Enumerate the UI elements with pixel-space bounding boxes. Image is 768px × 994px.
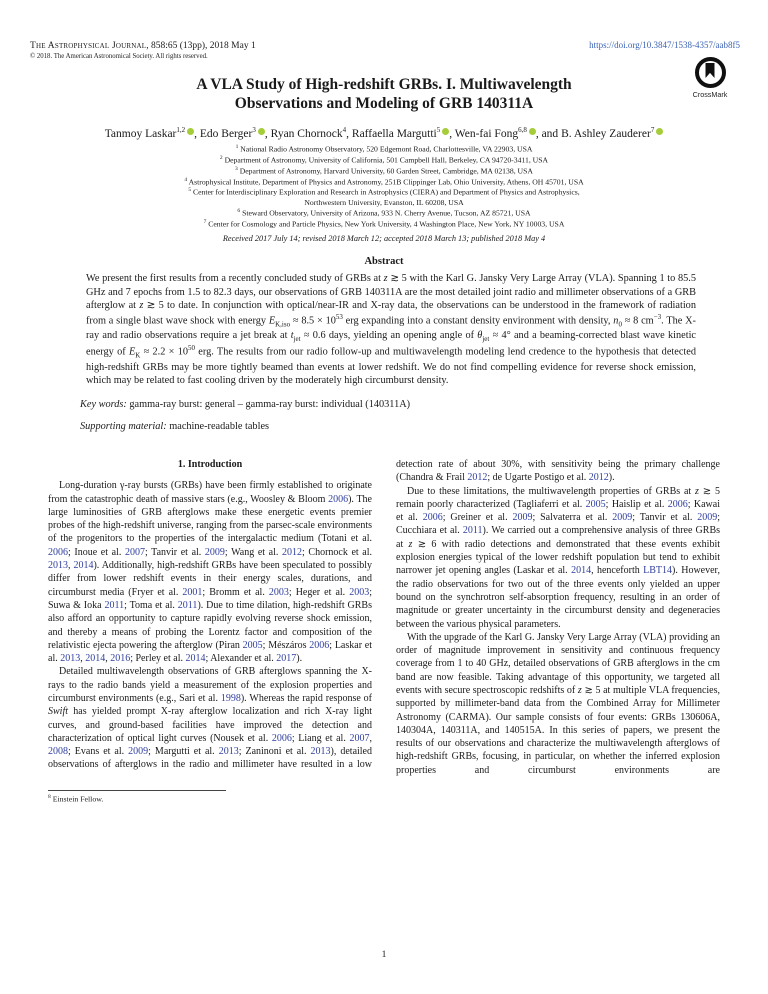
journal-line	[30, 41, 256, 51]
citation-link[interactable]: 2012	[282, 546, 302, 558]
supporting-material-label: Supporting material:	[80, 420, 167, 432]
paragraph: detection rate of about 30%, with sensitivity being the primary challenge (Chandra & Frail 2012; de Ugarte Postigo et al. 2012).	[396, 458, 720, 484]
abstract-text: We present the first results from a recently concluded study of GRBs at z ≳ 5 with the Karl G. Jansky Very Large Array (VLA). Spanning 1 to 85.5 GHz and 7 epochs from 1.5 to 82.3 days, our observations of GRB 140311A are the most detailed joint radio and millimeter observations of a GRB afterglow at z ≳ 5 to date. In conjunction with optical/near-IR and X-ray data, the observations can be understood in the framework of radiation from a single blast wave shock with energy $E_{K,iso} \approx 8.5 \times 10^{53}$ erg expanding into a constant density environment with density, $n_0 \approx 8$ $cm^{-3}$. The X-ray and radio observations require a jet break at $t_{jet} \approx 0.6$ days, yielding an opening angle of $\theta_{jet} \approx 4^\circ$ and a beaming-corrected blast wave kinetic energy of $E_K \approx 2.2 \times 10^{50}$ erg. The results from our radio follow-up and multiwavelength modeling lend credence to the hypothesis that detected high-redshift GRBs may be more tightly beamed than events at lower redshift. We do not find compelling evidence for reverse shock emission, which may be related to fast cooling driven by the moderately high circumburst density.	[86, 273, 696, 387]
citation-link[interactable]: 2016	[110, 653, 131, 665]
author-separator: , and	[535, 128, 562, 141]
citation-link[interactable]: 2006	[328, 493, 349, 505]
affiliation-line: $^7$ Center for Cosmology and Particle Physics, New York University, 4 Washington Place, New York, NY 10003, USA	[203, 219, 565, 229]
bookmark-icon	[706, 63, 715, 78]
citation-link[interactable]: 2013	[48, 560, 68, 572]
orcid-icon[interactable]	[258, 128, 265, 135]
crossmark-icon	[695, 57, 726, 88]
footnote-rule	[48, 790, 226, 791]
supporting-material-line	[80, 421, 696, 432]
section-heading-introduction: 1. Introduction	[177, 458, 243, 470]
author-name: Edo Berger	[199, 128, 253, 141]
affiliation-line: $^4$ Astrophysical Institute, Department of Physics and Astronomy, 251B Clippinger Lab, Ohio University, Athens, OH 45701, USA	[184, 176, 584, 187]
citation-link[interactable]: 2009	[697, 512, 718, 524]
right-column	[396, 458, 720, 805]
author	[449, 128, 536, 140]
affiliation-line: $^2$ Department of Astronomy, University of California, 501 Campbell Hall, Berkeley, CA 94720-3411, USA	[219, 155, 549, 165]
citation-link[interactable]: 2013	[310, 746, 331, 758]
citation-link[interactable]: 2006	[309, 639, 330, 651]
copyright-line: © 2018. The American Astronomical Society. All rights reserved.	[30, 53, 208, 60]
author-affiliation-sup: 3	[252, 126, 256, 135]
citation-link[interactable]: 2013	[60, 653, 81, 665]
two-column-body	[48, 458, 720, 805]
citation-link[interactable]: 2006	[271, 732, 292, 744]
affiliations	[0, 144, 768, 230]
left-column	[48, 458, 372, 805]
page-number: 1	[381, 950, 387, 960]
author	[265, 128, 346, 140]
citation-link[interactable]: 2006	[667, 498, 688, 510]
citation-link[interactable]: 2006	[422, 512, 443, 524]
paper-title	[0, 75, 768, 113]
title-line-2: Observations and Modeling of GRB 140311A	[234, 95, 534, 113]
author	[194, 128, 265, 140]
citation-link[interactable]: 2013	[218, 746, 239, 758]
keywords-line	[80, 399, 696, 410]
keywords-label: Key words:	[80, 398, 127, 410]
citation-link[interactable]: 2011	[462, 525, 483, 537]
footnote	[48, 790, 372, 805]
citation-link[interactable]: 2012	[588, 472, 609, 484]
received-dates: Received 2017 July 14; revised 2018 March 12; accepted 2018 March 13; published 2018 May 4	[222, 234, 546, 244]
author-separator: ,	[449, 128, 455, 141]
crossmark-logo[interactable]	[682, 57, 738, 99]
citation-link[interactable]: 2005	[585, 498, 606, 510]
paragraph: Detailed multiwavelength observations of GRB afterglows spanning the X-rays to the radio bands yield a measurement of the explosion properties and circumburst environments (e.g., Sari et al. 1998). Whereas the rapid response of Swift has yielded prompt X-ray afterglow localization and rich X-ray light curves, and ground-based facilities have improved the detection and characterization of optical light curves (Nousek et al. 2006; Liang et al. 2007, 2008; Evans et al. 2009; Margutti et al. 2013; Zaninoni et al. 2013), detailed observations of afterglows in the radio and millimeter have resulted in a low	[48, 666, 372, 771]
citation-link[interactable]: 2003	[268, 586, 289, 598]
citation-link[interactable]: 2009	[128, 746, 149, 758]
author-affiliation-sup: 5	[436, 126, 441, 135]
paragraph: Long-duration γ-ray bursts (GRBs) have been firmly established to originate from the catastrophic death of massive stars (e.g., Woosley & Bloom 2006). The large luminosities of GRB afterglows make these energetic events premier probes of the high-redshift universe, ranging from the parsec-scale environments of the progenitors to the properties of the intergalactic medium (Totani et al. 2006; Inoue et al. 2007; Tanvir et al. 2009; Wang et al. 2012; Chornock et al. 2013, 2014). Additionally, high-redshift GRBs have been speculated to possibly differ from lower redshift events in their energy scales, durations, and circumburst media (Fryer et al. 2001; Bromm et al. 2003; Heger et al. 2003; Suwa & Ioka 2011; Toma et al. 2011). Due to time dilation, high-redshift GRBs also afford an opportunity to capture rapidly evolving reverse shock emission, and thereby a means of probing the Lorentz factor and composition of the relativistic ejecta powering the afterglow (Piran 2005; Mészáros 2006; Laskar et al. 2013, 2014, 2016; Perley et al. 2014; Alexander et al. 2017).	[48, 480, 373, 665]
citation-link[interactable]: 2009	[204, 546, 225, 558]
citation-link[interactable]: LBT14	[643, 565, 673, 577]
paragraph: Due to these limitations, the multiwavelength properties of GRBs at z ≳ 5 remain poorly characterized (Tagliaferri et al. 2005; Haislip et al. 2006; Kawai et al. 2006; Greiner et al. 2009; Salvaterra et al. 2009; Tanvir et al. 2009; Cucchiara et al. 2011). We carried out a comprehensive analysis of three GRBs at z ≳ 6 with radio detections and demonstrated that these events exhibit explosion energies typical of the lower redshift population but tend to exhibit narrower jet opening angles (Laskar et al. 2014, henceforth LBT14). However, the radio observations for two out of the three events only yielded an upper bound on the synchrotron self-absorption frequency, resulting in an order of magnitude or greater uncertainty in the circumburst density and degeneracies between the various physical parameters.	[396, 485, 721, 630]
citation-link[interactable]: 2005	[242, 639, 263, 651]
author-affiliation-sup: 1,2	[176, 126, 186, 135]
author-name: Tanmoy Laskar	[104, 128, 177, 141]
citation-link[interactable]: 2009	[512, 512, 533, 524]
author	[346, 128, 449, 140]
journal-issue-date: , 858:65 (13pp), 2018 May 1	[146, 41, 256, 51]
citation-link[interactable]: 2006	[48, 546, 68, 558]
author-name: Wen-fai Fong	[454, 128, 519, 141]
author-affiliation-sup: 4	[342, 126, 347, 135]
author-name: B. Ashley Zauderer	[561, 128, 651, 141]
citation-link[interactable]: 1998	[220, 693, 241, 704]
author-affiliation-sup: 7	[650, 126, 655, 135]
journal-name: The Astrophysical Journal	[30, 41, 147, 51]
citation-link[interactable]: 2011	[177, 599, 198, 611]
author	[105, 128, 194, 140]
page-header	[0, 0, 768, 51]
abstract-heading: Abstract	[364, 256, 404, 268]
citation-link[interactable]: 2014	[571, 565, 592, 577]
orcid-icon[interactable]	[529, 128, 536, 135]
citation-link[interactable]: 2014	[185, 653, 206, 665]
footnote-text: $^8$ Einstein Fellow.	[48, 793, 104, 804]
title-line-1: A VLA Study of High-redshift GRBs. I. Multiwavelength	[196, 76, 572, 93]
authors-line	[0, 126, 768, 140]
citation-link[interactable]: 2007	[349, 732, 370, 744]
crossmark-label: CrossMark	[692, 90, 728, 99]
citation-link[interactable]: 2009	[612, 512, 633, 524]
author-separator: ,	[264, 128, 271, 141]
supporting-material-text: machine-readable tables	[169, 420, 270, 432]
author	[536, 128, 663, 140]
author-separator: ,	[346, 128, 352, 141]
citation-link[interactable]: 2007	[124, 546, 145, 558]
affiliation-line: $^6$ Steward Observatory, University of Arizona, 933 N. Cherry Avenue, Tucson, AZ 85721, USA	[237, 208, 531, 219]
citation-link[interactable]: 2001	[182, 586, 203, 598]
citation-link[interactable]: 2017	[276, 653, 297, 665]
citation-link[interactable]: 2014	[85, 653, 106, 665]
citation-link[interactable]: 2003	[349, 586, 370, 598]
paragraph: With the upgrade of the Karl G. Jansky Very Large Array (VLA) providing an order of magnitude improvement in sensitivity and continuous frequency coverage from 1 to 40 GHz, detailed observations of GRB afterglows in the cm band are now feasible. Taking advantage of this opportunity, we targeted all events with secure spectroscopic redshifts of z ≳ 5 at multiple VLA frequencies, supported by millimeter-band data from the Combined Array for Millimeter Astronomy (CARMA). Our sample consists of four events: GRBs 130606A, 140304A, 140311A, and 140515A. In this series of papers, we present the results of our observations and characterize the multiwavelength afterglows of high-redshift GRBs, focusing, in particular, on whether the inferred explosion properties and circumburst environments are	[396, 631, 720, 776]
affiliation-line: $^1$ National Radio Astronomy Observatory, 520 Edgemont Road, Charlottesville, VA 22903, USA	[235, 144, 533, 154]
author-name: Raffaella Margutti	[351, 128, 437, 141]
affiliation-line: Northwestern University, Evanston, IL 60208, USA	[304, 198, 464, 208]
author-name: Ryan Chornock	[270, 128, 343, 141]
affiliation-line: $^3$ Department of Astronomy, Harvard University, 60 Garden Street, Cambridge, MA 02138, USA	[235, 165, 533, 176]
author-affiliation-sup: 6,8	[518, 126, 527, 135]
citation-link[interactable]: 2011	[104, 599, 125, 611]
keywords-text: gamma-ray burst: general – gamma-ray burst: individual (140311A)	[129, 398, 411, 410]
citation-link[interactable]: 2014	[73, 560, 94, 572]
doi-link[interactable]: https://doi.org/10.3847/1538-4357/aab8f5	[589, 40, 740, 50]
citation-link[interactable]: 2008	[48, 746, 68, 758]
citation-link[interactable]: 2012	[467, 472, 488, 484]
author-separator: ,	[194, 128, 200, 141]
orcid-icon[interactable]	[656, 128, 663, 135]
affiliation-line: $^5$ Center for Interdisciplinary Exploration and Research in Astrophysics (CIERA) and Department of Physics and Astrophysics,	[188, 187, 580, 198]
